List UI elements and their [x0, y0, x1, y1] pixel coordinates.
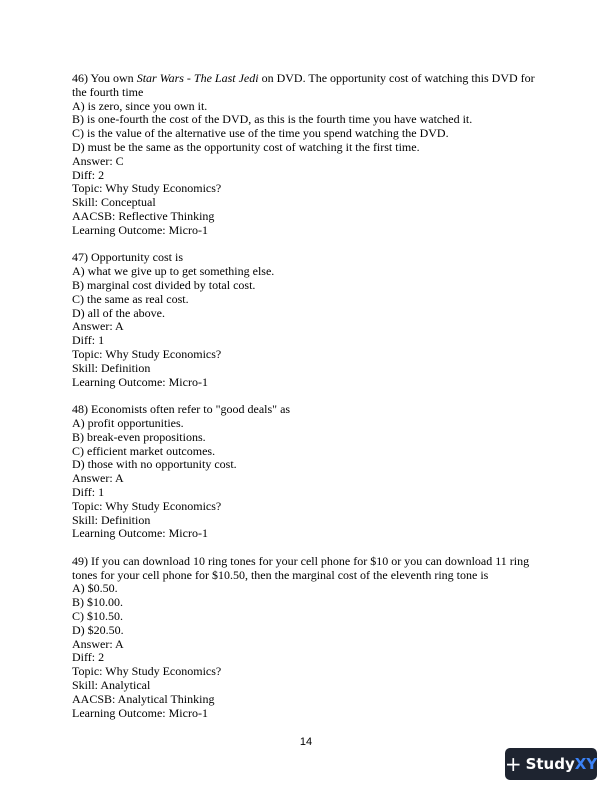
answer-option: A) profit opportunities.	[72, 415, 184, 430]
answer-option: B) $10.00.	[72, 595, 123, 610]
answer-key: Answer: A	[72, 319, 124, 334]
learning-outcome: Learning Outcome: Micro-1	[72, 705, 208, 720]
question-47	[72, 251, 542, 389]
answer-option: C) $10.50.	[72, 609, 123, 624]
answer-option: A) $0.50.	[72, 581, 118, 596]
stem-title-italic: Star Wars - The Last Jedi	[136, 71, 259, 85]
aacsb: AACSB: Analytical Thinking	[72, 691, 215, 706]
answer-option: C) efficient market outcomes.	[72, 443, 216, 458]
answer-option: D) those with no opportunity cost.	[72, 457, 237, 472]
answer-option: C) the same as real cost.	[72, 291, 189, 306]
studyxy-badge[interactable]	[505, 748, 597, 780]
answer-option: B) is one-fourth the cost of the DVD, as this is the fourth time you have watched it.	[72, 112, 473, 127]
skill: Skill: Conceptual	[72, 195, 156, 210]
answer-option: B) marginal cost divided by total cost.	[72, 277, 256, 292]
answer-option: D) must be the same as the opportunity cost of watching it the first time.	[72, 139, 420, 154]
question-list	[72, 72, 542, 734]
topic: Topic: Why Study Economics?	[72, 181, 222, 196]
stem-text: 46) You own	[72, 71, 137, 85]
question-stem: 48) Economists often refer to "good deals" as	[72, 402, 291, 417]
difficulty: Diff: 2	[72, 167, 105, 182]
skill: Skill: Definition	[72, 360, 151, 375]
page-number: 14	[299, 736, 313, 748]
answer-option: A) is zero, since you own it.	[72, 98, 208, 113]
difficulty: Diff: 1	[72, 333, 105, 348]
answer-key: Answer: A	[72, 471, 124, 486]
answer-key: Answer: A	[72, 636, 124, 651]
skill: Skill: Analytical	[72, 678, 151, 693]
badge-word-study: Study	[525, 755, 575, 773]
learning-outcome: Learning Outcome: Micro-1	[72, 374, 208, 389]
learning-outcome: Learning Outcome: Micro-1	[72, 526, 208, 541]
answer-option: C) is the value of the alternative use of the time you spend watching the DVD.	[72, 126, 449, 141]
answer-option: A) what we give up to get something else.	[72, 264, 275, 279]
question-49	[72, 555, 542, 721]
skill: Skill: Definition	[72, 512, 151, 527]
question-46	[72, 72, 542, 238]
difficulty: Diff: 2	[72, 650, 105, 665]
answer-key: Answer: C	[72, 153, 124, 168]
plus-icon: +	[504, 752, 522, 776]
topic: Topic: Why Study Economics?	[72, 664, 222, 679]
answer-option: B) break-even propositions.	[72, 429, 206, 444]
question-48	[72, 403, 542, 541]
answer-option: D) all of the above.	[72, 305, 165, 320]
topic: Topic: Why Study Economics?	[72, 346, 222, 361]
question-stem: 47) Opportunity cost is	[72, 250, 183, 265]
answer-option: D) $20.50.	[72, 622, 124, 637]
topic: Topic: Why Study Economics?	[72, 498, 222, 513]
question-stem	[72, 72, 542, 100]
stem-text: on DVD. The opportunity cost of watching this DVD for the fourth time	[72, 71, 535, 99]
badge-word-xy: XY	[574, 755, 598, 773]
learning-outcome: Learning Outcome: Micro-1	[72, 222, 208, 237]
aacsb: AACSB: Reflective Thinking	[72, 208, 215, 223]
difficulty: Diff: 1	[72, 484, 105, 499]
question-stem: 49) If you can download 10 ring tones for your cell phone for $10 or you can download 11 ring tones for your cell phone for $10.50, then the marginal cost of the eleventh ring tone is	[72, 553, 530, 582]
